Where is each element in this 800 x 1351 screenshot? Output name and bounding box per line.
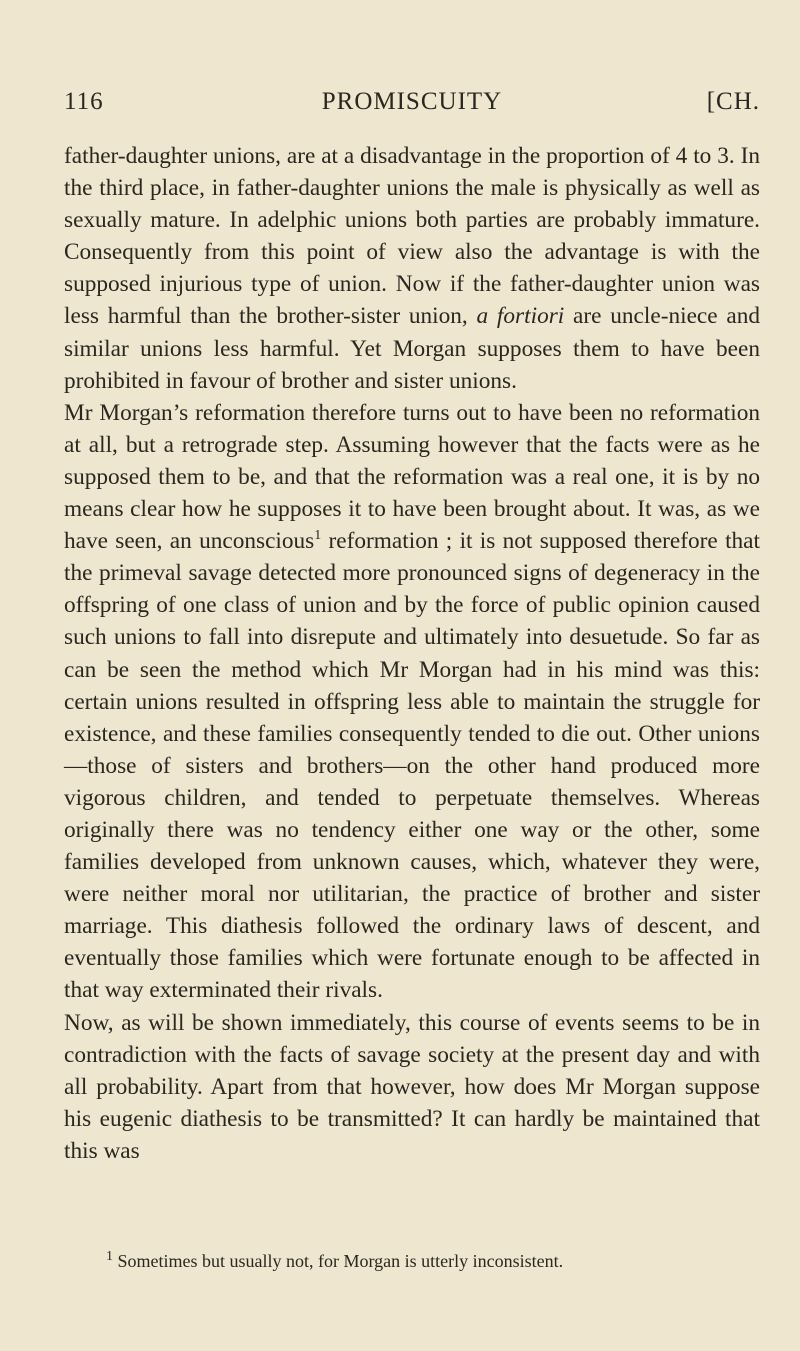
page-number: 116 bbox=[64, 88, 104, 115]
paragraph-1 bbox=[64, 140, 760, 397]
paragraph-1-text-b: are uncle-niece and similar unions less harmful. Yet Morgan supposes them to have been prohibited in favour of brother and sister unions. bbox=[64, 303, 760, 394]
paragraph-3-text: Now, as will be shown immediately, this course of events seems to be in contradiction with the facts of savage society at the present day and with all probability. Apart from that however, how does Mr Morgan suppose his eugenic diathesis to be transmitted? It can hardly be maintained that this was bbox=[64, 1009, 760, 1164]
paragraph-2-text-a: Mr Morgan’s reformation therefore turns out to have been no reformation at all, but a retrograde step. Assuming however that the facts were as he supposed them to be, and that the reformation was a real one, it is by no means clear how he supposes it to have been brought about. It was, as we have seen, an unconscious bbox=[64, 399, 760, 555]
chapter-marker: [CH. bbox=[706, 88, 760, 115]
running-title: PROMISCUITY bbox=[321, 88, 503, 115]
body-text bbox=[64, 140, 760, 1167]
page-header bbox=[64, 88, 760, 122]
footnote bbox=[64, 1249, 760, 1273]
footnote-marker: 1 bbox=[106, 1249, 113, 1264]
footnote-text: Sometimes but usually not, for Morgan is utterly inconsistent. bbox=[113, 1251, 564, 1271]
paragraph-2 bbox=[64, 397, 760, 1007]
paragraph-1-text-a: father-daughter unions, are at a disadvantage in the proportion of 4 to 3. In the third place, in father-daughter unions the male is physically as well as sexually mature. In adelphic unions both parties are probably immature. Consequently from this point of view also the advantage is with the supposed injurious type of union. Now if the father-daughter union was less harmful than the brother-sister union, bbox=[64, 143, 760, 330]
footnote-ref: 1 bbox=[314, 528, 322, 544]
paragraph-1-italic: a fortiori bbox=[476, 303, 565, 330]
paragraph-2-text-b: reformation ; it is not supposed therefore that the primeval savage detected more pronounced signs of degeneracy in the offspring of one class of union and by the force of public opinion caused such unions to fall into disrepute and ultimately into desuetude. So far as can be seen the method which Mr Morgan had in his mind was this: certain unions resulted in offspring less able to maintain the struggle for existence, and these families consequently tended to die out. Other unions—those of sisters and brothers—on the other hand produced more vigorous children, and tended to perpetuate themselves. Whereas originally there was no tendency either one way or the other, some families developed from unknown causes, which, whatever they were, were neither moral nor utilitarian, the practice of brother and sister marriage. This diathesis followed the ordinary laws of descent, and eventually those families which were fortunate enough to be affected in that way exterminated their rivals. bbox=[64, 528, 760, 1004]
paragraph-3 bbox=[64, 1007, 760, 1167]
